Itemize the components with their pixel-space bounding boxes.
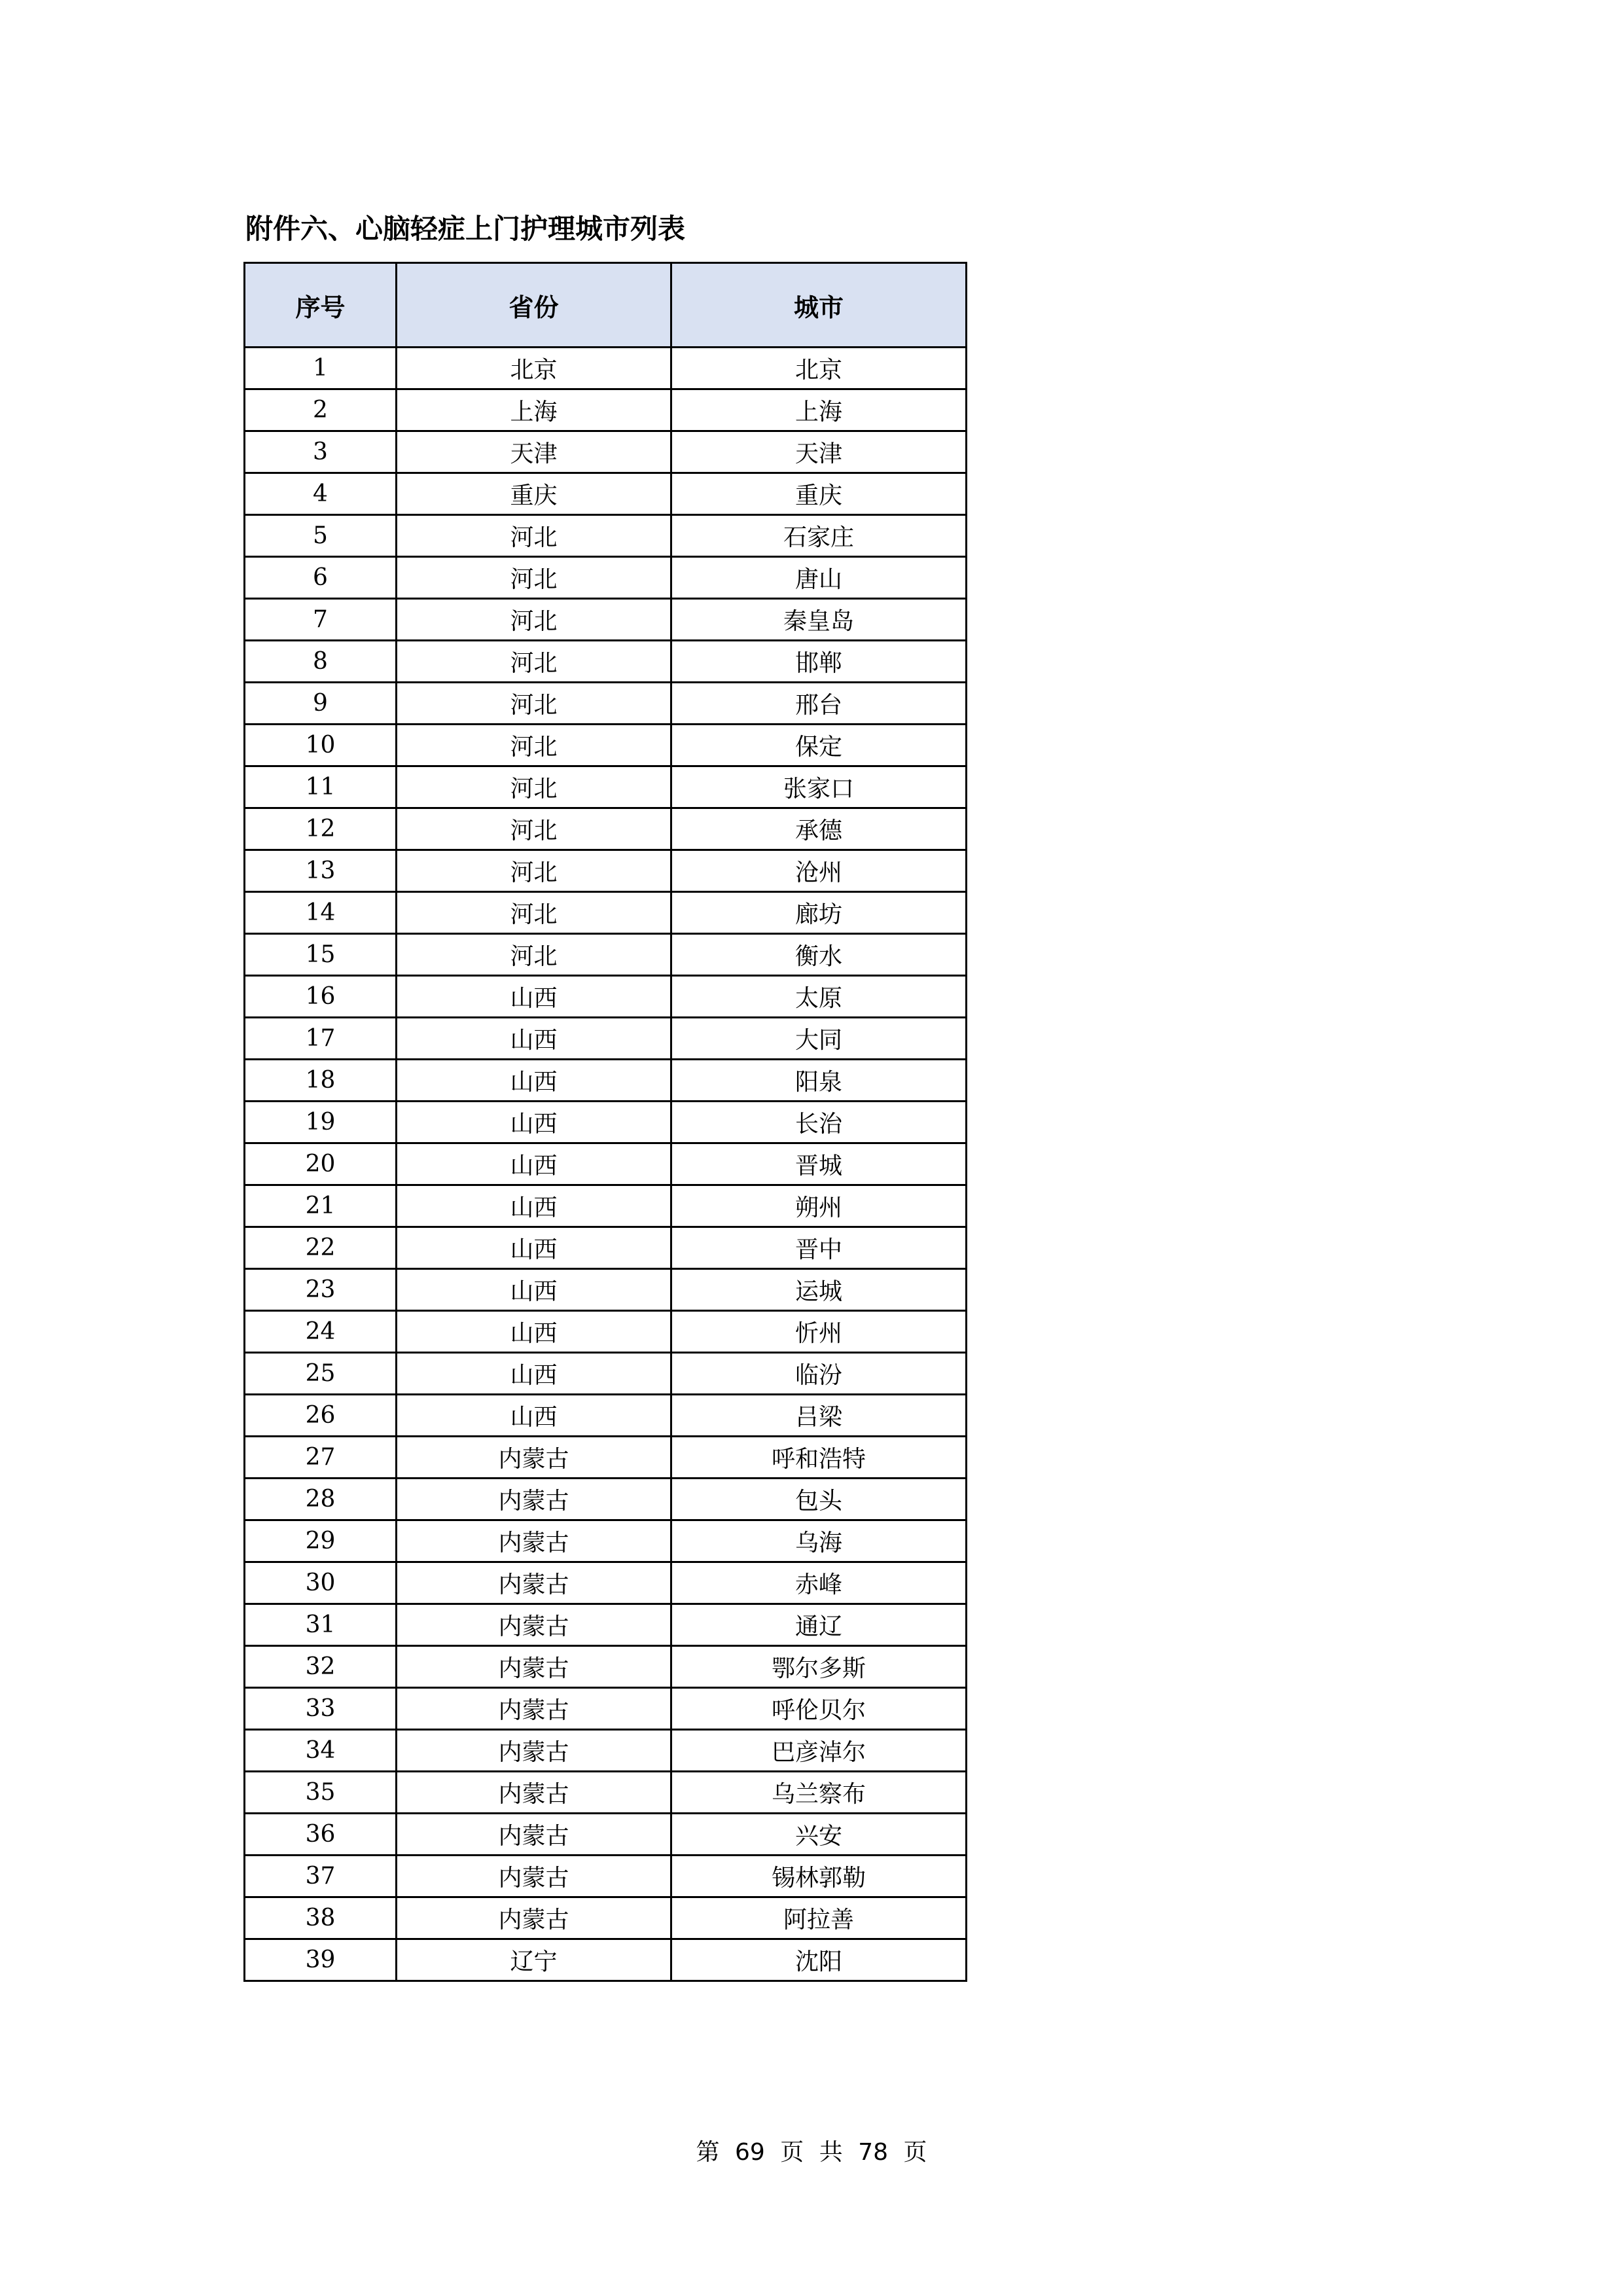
cell-index: 3 [245, 431, 397, 473]
cell-index: 23 [245, 1269, 397, 1311]
cell-index: 28 [245, 1479, 397, 1520]
table-row [245, 892, 967, 934]
cell-index: 13 [245, 850, 397, 892]
cell-index: 34 [245, 1730, 397, 1772]
cell-index: 29 [245, 1520, 397, 1562]
cell-city: 呼和浩特 [671, 1437, 967, 1479]
cell-index: 19 [245, 1102, 397, 1143]
cell-index: 12 [245, 808, 397, 850]
cell-index: 15 [245, 934, 397, 976]
table-row [245, 850, 967, 892]
cell-city: 石家庄 [671, 515, 967, 557]
cell-city: 巴彦淖尔 [671, 1730, 967, 1772]
table-row [245, 1646, 967, 1688]
cell-province: 河北 [397, 808, 671, 850]
table-row [245, 1772, 967, 1814]
cell-city: 衡水 [671, 934, 967, 976]
table-row [245, 1060, 967, 1102]
cell-province: 内蒙古 [397, 1520, 671, 1562]
cell-province: 内蒙古 [397, 1646, 671, 1688]
cell-province: 内蒙古 [397, 1437, 671, 1479]
cell-index: 2 [245, 389, 397, 431]
cell-city: 上海 [671, 389, 967, 431]
cell-index: 24 [245, 1311, 397, 1353]
cell-province: 山西 [397, 1269, 671, 1311]
cell-index: 39 [245, 1939, 397, 1981]
cell-city: 乌海 [671, 1520, 967, 1562]
cell-province: 河北 [397, 515, 671, 557]
cell-province: 河北 [397, 766, 671, 808]
cell-city: 晋中 [671, 1227, 967, 1269]
cell-index: 4 [245, 473, 397, 515]
cell-province: 北京 [397, 348, 671, 389]
cell-city: 沈阳 [671, 1939, 967, 1981]
table-row [245, 599, 967, 641]
table-row [245, 808, 967, 850]
cell-province: 山西 [397, 1311, 671, 1353]
city-table [243, 262, 967, 1982]
cell-index: 7 [245, 599, 397, 641]
table-row [245, 557, 967, 599]
cell-province: 山西 [397, 1018, 671, 1060]
cell-city: 邢台 [671, 683, 967, 725]
header-province: 省份 [397, 263, 671, 348]
footer-current-page: 69 [734, 2139, 765, 2166]
footer-suffix: 页 [903, 2139, 927, 2166]
cell-city: 唐山 [671, 557, 967, 599]
cell-city: 通辽 [671, 1604, 967, 1646]
cell-province: 天津 [397, 431, 671, 473]
cell-province: 内蒙古 [397, 1688, 671, 1730]
cell-index: 10 [245, 725, 397, 766]
cell-city: 保定 [671, 725, 967, 766]
cell-province: 山西 [397, 1102, 671, 1143]
cell-index: 20 [245, 1143, 397, 1185]
cell-city: 赤峰 [671, 1562, 967, 1604]
cell-index: 26 [245, 1395, 397, 1437]
table-row [245, 1562, 967, 1604]
cell-index: 25 [245, 1353, 397, 1395]
cell-province: 山西 [397, 1395, 671, 1437]
cell-city: 呼伦贝尔 [671, 1688, 967, 1730]
cell-city: 临汾 [671, 1353, 967, 1395]
table-row [245, 1102, 967, 1143]
cell-index: 27 [245, 1437, 397, 1479]
cell-index: 17 [245, 1018, 397, 1060]
header-city: 城市 [671, 263, 967, 348]
cell-index: 5 [245, 515, 397, 557]
cell-city: 重庆 [671, 473, 967, 515]
table-row [245, 1143, 967, 1185]
cell-province: 山西 [397, 1353, 671, 1395]
cell-index: 1 [245, 348, 397, 389]
cell-index: 8 [245, 641, 397, 683]
table-row [245, 431, 967, 473]
cell-province: 内蒙古 [397, 1772, 671, 1814]
cell-index: 11 [245, 766, 397, 808]
table-row [245, 1688, 967, 1730]
cell-city: 阳泉 [671, 1060, 967, 1102]
table-row [245, 1353, 967, 1395]
table-row [245, 1897, 967, 1939]
footer-total-word: 共 [819, 2139, 843, 2166]
cell-index: 32 [245, 1646, 397, 1688]
cell-province: 内蒙古 [397, 1562, 671, 1604]
table-row [245, 1856, 967, 1897]
cell-city: 北京 [671, 348, 967, 389]
table-row [245, 348, 967, 389]
cell-index: 38 [245, 1897, 397, 1939]
table-row [245, 1604, 967, 1646]
table-row [245, 1018, 967, 1060]
cell-province: 内蒙古 [397, 1897, 671, 1939]
cell-city: 长治 [671, 1102, 967, 1143]
table-row [245, 1269, 967, 1311]
cell-province: 辽宁 [397, 1939, 671, 1981]
table-row [245, 934, 967, 976]
cell-index: 6 [245, 557, 397, 599]
cell-city: 鄂尔多斯 [671, 1646, 967, 1688]
page-footer [0, 2134, 1623, 2167]
cell-city: 天津 [671, 431, 967, 473]
table-row [245, 1730, 967, 1772]
footer-prefix: 第 [696, 2139, 720, 2166]
cell-city: 忻州 [671, 1311, 967, 1353]
cell-city: 兴安 [671, 1814, 967, 1856]
cell-province: 河北 [397, 683, 671, 725]
cell-province: 河北 [397, 934, 671, 976]
table-row [245, 389, 967, 431]
table-row [245, 976, 967, 1018]
table-header-row [245, 263, 967, 348]
cell-province: 河北 [397, 641, 671, 683]
header-index: 序号 [245, 263, 397, 348]
cell-city: 太原 [671, 976, 967, 1018]
cell-index: 22 [245, 1227, 397, 1269]
cell-index: 35 [245, 1772, 397, 1814]
cell-province: 内蒙古 [397, 1730, 671, 1772]
cell-index: 36 [245, 1814, 397, 1856]
cell-city: 锡林郭勒 [671, 1856, 967, 1897]
table-row [245, 1311, 967, 1353]
table-row [245, 1939, 967, 1981]
cell-province: 河北 [397, 892, 671, 934]
cell-city: 承德 [671, 808, 967, 850]
footer-total-pages: 78 [858, 2139, 888, 2166]
cell-province: 山西 [397, 1185, 671, 1227]
table-row [245, 1814, 967, 1856]
cell-index: 16 [245, 976, 397, 1018]
cell-city: 朔州 [671, 1185, 967, 1227]
table-row [245, 641, 967, 683]
cell-city: 张家口 [671, 766, 967, 808]
cell-city: 秦皇岛 [671, 599, 967, 641]
cell-index: 18 [245, 1060, 397, 1102]
cell-index: 31 [245, 1604, 397, 1646]
cell-province: 山西 [397, 1227, 671, 1269]
cell-province: 山西 [397, 1060, 671, 1102]
cell-index: 30 [245, 1562, 397, 1604]
cell-city: 乌兰察布 [671, 1772, 967, 1814]
table-row [245, 515, 967, 557]
cell-index: 33 [245, 1688, 397, 1730]
table-row [245, 683, 967, 725]
footer-page-word: 页 [780, 2139, 804, 2166]
cell-city: 沧州 [671, 850, 967, 892]
table-row [245, 1185, 967, 1227]
table-row [245, 1520, 967, 1562]
cell-index: 14 [245, 892, 397, 934]
cell-province: 山西 [397, 976, 671, 1018]
cell-province: 河北 [397, 725, 671, 766]
table-row [245, 1479, 967, 1520]
cell-index: 37 [245, 1856, 397, 1897]
page-heading: 附件六、心脑轻症上门护理城市列表 [245, 213, 686, 245]
cell-province: 内蒙古 [397, 1856, 671, 1897]
cell-city: 晋城 [671, 1143, 967, 1185]
cell-index: 9 [245, 683, 397, 725]
cell-province: 河北 [397, 557, 671, 599]
cell-city: 包头 [671, 1479, 967, 1520]
table-row [245, 473, 967, 515]
cell-index: 21 [245, 1185, 397, 1227]
cell-city: 邯郸 [671, 641, 967, 683]
cell-province: 上海 [397, 389, 671, 431]
cell-province: 山西 [397, 1143, 671, 1185]
cell-province: 河北 [397, 599, 671, 641]
table-row [245, 1437, 967, 1479]
cell-province: 内蒙古 [397, 1604, 671, 1646]
table-row [245, 1227, 967, 1269]
cell-city: 吕梁 [671, 1395, 967, 1437]
cell-province: 内蒙古 [397, 1814, 671, 1856]
table-row [245, 1395, 967, 1437]
cell-city: 运城 [671, 1269, 967, 1311]
cell-province: 河北 [397, 850, 671, 892]
cell-province: 重庆 [397, 473, 671, 515]
cell-province: 内蒙古 [397, 1479, 671, 1520]
table-row [245, 725, 967, 766]
table-row [245, 766, 967, 808]
cell-city: 廊坊 [671, 892, 967, 934]
cell-city: 大同 [671, 1018, 967, 1060]
cell-city: 阿拉善 [671, 1897, 967, 1939]
table-body [245, 348, 967, 1981]
